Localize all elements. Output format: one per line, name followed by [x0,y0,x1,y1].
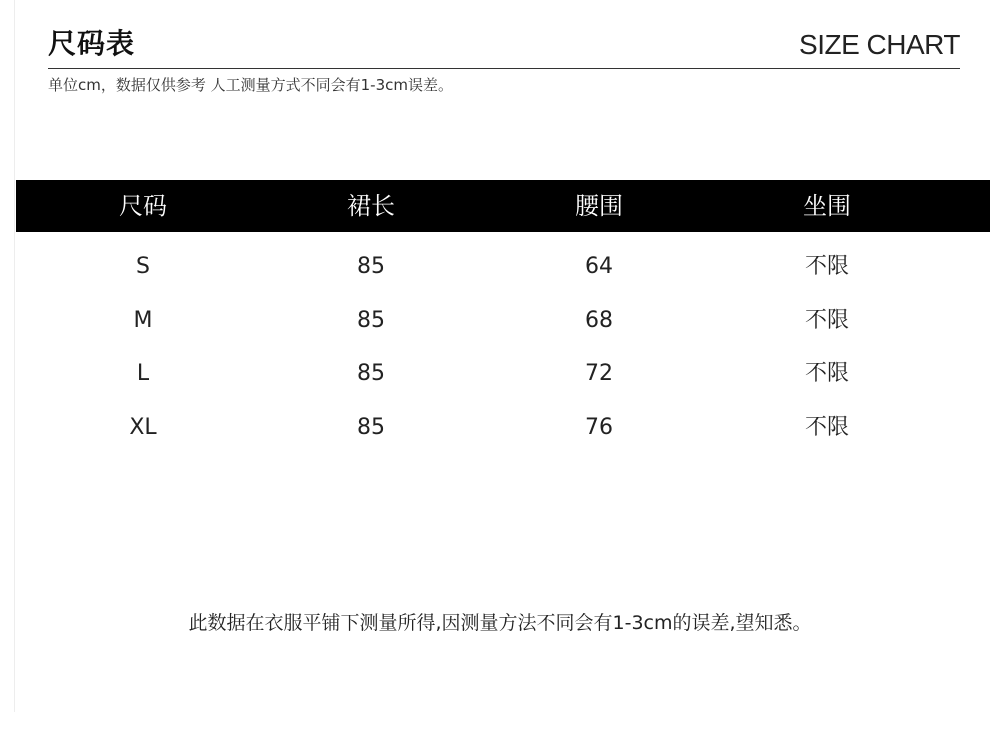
table-header [16,180,990,232]
cell-skirt-length: 85 [357,361,385,386]
table-row [0,408,1000,448]
table-row [0,247,1000,287]
cell-waist: 68 [585,308,613,333]
header-divider [48,68,960,69]
cell-hip: 不限 [804,308,849,333]
cell-size: S [136,254,150,279]
cell-size: M [133,308,153,333]
cell-hip: 不限 [804,415,849,440]
table-row [0,354,1000,394]
unit-note: 单位cm，数据仅供参考 人工测量方式不同会有1-3cm误差。 [48,76,453,94]
cell-hip: 不限 [804,254,849,279]
measurement-disclaimer: 此数据在衣服平铺下测量所得,因测量方法不同会有1-3cm的误差,望知悉。 [188,612,812,634]
cell-waist: 64 [585,254,613,279]
page-title: 尺码表 [48,27,136,60]
column-header-waist: 腰围 [575,192,623,220]
cell-skirt-length: 85 [357,308,385,333]
cell-skirt-length: 85 [357,415,385,440]
cell-size: L [136,361,150,386]
size-chart-label: SIZE CHART [799,29,960,60]
cell-size: XL [129,415,157,440]
column-header-skirt-length: 裙长 [347,192,395,220]
cell-hip: 不限 [804,361,849,386]
table-row [0,301,1000,341]
cell-waist: 72 [585,361,613,386]
cell-waist: 76 [585,415,613,440]
cell-skirt-length: 85 [357,254,385,279]
column-header-hip: 坐围 [803,192,851,220]
column-header-size: 尺码 [119,192,167,220]
